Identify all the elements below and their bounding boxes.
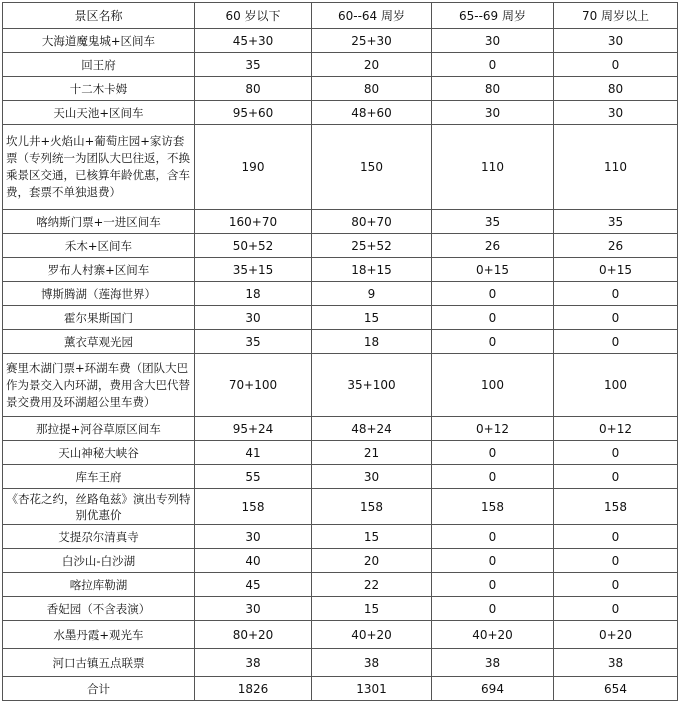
price-under-60-cell: 35 — [195, 53, 312, 77]
price-60-64-cell: 18 — [312, 330, 432, 354]
table-row — [3, 282, 678, 306]
header-60-64: 60--64 周岁 — [312, 3, 432, 29]
price-over-70-cell: 30 — [554, 29, 678, 53]
price-over-70-cell: 654 — [554, 677, 678, 701]
scenic-name-cell: 艾提尕尔清真寺 — [3, 525, 195, 549]
price-60-64-cell: 30 — [312, 465, 432, 489]
table-row — [3, 29, 678, 53]
price-65-69-cell: 0 — [432, 573, 554, 597]
price-under-60-cell: 95+24 — [195, 417, 312, 441]
price-under-60-cell: 38 — [195, 649, 312, 677]
table-row — [3, 53, 678, 77]
price-over-70-cell: 0 — [554, 441, 678, 465]
price-60-64-cell: 15 — [312, 597, 432, 621]
scenic-name-cell: 禾木+区间车 — [3, 234, 195, 258]
scenic-name-cell: 坎儿井+火焰山+葡萄庄园+家访套票（专列统一为团队大巴往返，不换乘景区交通，已核算年龄优惠，含车费，套票不单独退费） — [3, 125, 195, 210]
scenic-name-cell: 喀拉库勒湖 — [3, 573, 195, 597]
price-under-60-cell: 41 — [195, 441, 312, 465]
price-60-64-cell: 9 — [312, 282, 432, 306]
scenic-name-cell: 回王府 — [3, 53, 195, 77]
price-over-70-cell: 110 — [554, 125, 678, 210]
price-over-70-cell: 0 — [554, 573, 678, 597]
price-over-70-cell: 38 — [554, 649, 678, 677]
price-65-69-cell: 694 — [432, 677, 554, 701]
table-row — [3, 621, 678, 649]
table-row — [3, 234, 678, 258]
price-over-70-cell: 0 — [554, 306, 678, 330]
price-under-60-cell: 40 — [195, 549, 312, 573]
scenic-name-cell: 喀纳斯门票+一进区间车 — [3, 210, 195, 234]
price-under-60-cell: 190 — [195, 125, 312, 210]
scenic-name-cell: 合计 — [3, 677, 195, 701]
scenic-name-cell: 库车王府 — [3, 465, 195, 489]
price-60-64-cell: 18+15 — [312, 258, 432, 282]
price-under-60-cell: 30 — [195, 525, 312, 549]
price-over-70-cell: 158 — [554, 489, 678, 525]
price-over-70-cell: 0 — [554, 525, 678, 549]
price-60-64-cell: 1301 — [312, 677, 432, 701]
table-row — [3, 354, 678, 417]
price-65-69-cell: 0+12 — [432, 417, 554, 441]
scenic-name-cell: 薰衣草观光园 — [3, 330, 195, 354]
price-over-70-cell: 0 — [554, 53, 678, 77]
price-over-70-cell: 0+20 — [554, 621, 678, 649]
table-row — [3, 441, 678, 465]
price-65-69-cell: 30 — [432, 29, 554, 53]
table-row — [3, 210, 678, 234]
price-under-60-cell: 70+100 — [195, 354, 312, 417]
scenic-name-cell: 香妃园（不含表演） — [3, 597, 195, 621]
price-under-60-cell: 160+70 — [195, 210, 312, 234]
price-under-60-cell: 30 — [195, 306, 312, 330]
price-over-70-cell: 0+12 — [554, 417, 678, 441]
total-row — [3, 677, 678, 701]
table-row — [3, 330, 678, 354]
scenic-name-cell: 天山天池+区间车 — [3, 101, 195, 125]
table-row — [3, 306, 678, 330]
scenic-name-cell: 大海道魔鬼城+区间车 — [3, 29, 195, 53]
price-65-69-cell: 0 — [432, 465, 554, 489]
scenic-name-cell: 博斯腾湖（莲海世界） — [3, 282, 195, 306]
table-row — [3, 649, 678, 677]
header-scenic-name: 景区名称 — [3, 3, 195, 29]
scenic-name-cell: 霍尔果斯国门 — [3, 306, 195, 330]
scenic-name-cell: 《杏花之约，丝路龟兹》演出专列特别优惠价 — [3, 489, 195, 525]
price-65-69-cell: 0 — [432, 306, 554, 330]
price-60-64-cell: 38 — [312, 649, 432, 677]
scenic-name-cell: 水墨丹霞+观光车 — [3, 621, 195, 649]
price-over-70-cell: 30 — [554, 101, 678, 125]
price-under-60-cell: 35 — [195, 330, 312, 354]
price-60-64-cell: 40+20 — [312, 621, 432, 649]
price-under-60-cell: 50+52 — [195, 234, 312, 258]
price-65-69-cell: 0 — [432, 53, 554, 77]
price-65-69-cell: 0 — [432, 597, 554, 621]
price-over-70-cell: 0 — [554, 549, 678, 573]
price-under-60-cell: 45+30 — [195, 29, 312, 53]
price-60-64-cell: 15 — [312, 306, 432, 330]
price-over-70-cell: 80 — [554, 77, 678, 101]
table-row — [3, 489, 678, 525]
price-over-70-cell: 35 — [554, 210, 678, 234]
header-65-69: 65--69 周岁 — [432, 3, 554, 29]
price-over-70-cell: 100 — [554, 354, 678, 417]
header-under-60: 60 岁以下 — [195, 3, 312, 29]
table-row — [3, 549, 678, 573]
scenic-name-cell: 白沙山-白沙湖 — [3, 549, 195, 573]
price-60-64-cell: 20 — [312, 549, 432, 573]
price-65-69-cell: 0+15 — [432, 258, 554, 282]
price-60-64-cell: 150 — [312, 125, 432, 210]
table-body — [3, 29, 678, 701]
scenic-name-cell: 河口古镇五点联票 — [3, 649, 195, 677]
price-60-64-cell: 15 — [312, 525, 432, 549]
price-65-69-cell: 26 — [432, 234, 554, 258]
price-65-69-cell: 38 — [432, 649, 554, 677]
table-row — [3, 465, 678, 489]
price-60-64-cell: 22 — [312, 573, 432, 597]
scenic-name-cell: 罗布人村寨+区间车 — [3, 258, 195, 282]
price-65-69-cell: 100 — [432, 354, 554, 417]
price-65-69-cell: 158 — [432, 489, 554, 525]
price-over-70-cell: 0 — [554, 330, 678, 354]
price-60-64-cell: 25+52 — [312, 234, 432, 258]
price-65-69-cell: 30 — [432, 101, 554, 125]
price-60-64-cell: 20 — [312, 53, 432, 77]
price-under-60-cell: 80+20 — [195, 621, 312, 649]
table-row — [3, 258, 678, 282]
price-65-69-cell: 40+20 — [432, 621, 554, 649]
price-65-69-cell: 0 — [432, 330, 554, 354]
price-under-60-cell: 30 — [195, 597, 312, 621]
price-under-60-cell: 45 — [195, 573, 312, 597]
price-under-60-cell: 158 — [195, 489, 312, 525]
price-60-64-cell: 48+60 — [312, 101, 432, 125]
scenic-name-cell: 十二木卡姆 — [3, 77, 195, 101]
scenic-name-cell: 那拉提+河谷草原区间车 — [3, 417, 195, 441]
price-65-69-cell: 0 — [432, 549, 554, 573]
price-60-64-cell: 21 — [312, 441, 432, 465]
price-over-70-cell: 0 — [554, 282, 678, 306]
scenic-name-cell: 天山神秘大峡谷 — [3, 441, 195, 465]
price-60-64-cell: 80 — [312, 77, 432, 101]
price-65-69-cell: 0 — [432, 282, 554, 306]
price-65-69-cell: 0 — [432, 525, 554, 549]
price-65-69-cell: 110 — [432, 125, 554, 210]
table-row — [3, 597, 678, 621]
table-row — [3, 101, 678, 125]
price-60-64-cell: 158 — [312, 489, 432, 525]
table-row — [3, 525, 678, 549]
price-60-64-cell: 25+30 — [312, 29, 432, 53]
price-under-60-cell: 18 — [195, 282, 312, 306]
table-row — [3, 125, 678, 210]
ticket-price-table — [2, 2, 678, 701]
scenic-name-cell: 赛里木湖门票+环湖车费（团队大巴作为景交入内环湖，费用含大巴代替景交费用及环湖超公里车费） — [3, 354, 195, 417]
price-over-70-cell: 0 — [554, 465, 678, 489]
price-65-69-cell: 80 — [432, 77, 554, 101]
price-over-70-cell: 26 — [554, 234, 678, 258]
price-over-70-cell: 0+15 — [554, 258, 678, 282]
price-under-60-cell: 55 — [195, 465, 312, 489]
table-row — [3, 417, 678, 441]
header-row — [3, 3, 678, 29]
header-over-70: 70 周岁以上 — [554, 3, 678, 29]
price-under-60-cell: 1826 — [195, 677, 312, 701]
price-under-60-cell: 80 — [195, 77, 312, 101]
table-row — [3, 77, 678, 101]
price-60-64-cell: 80+70 — [312, 210, 432, 234]
price-under-60-cell: 95+60 — [195, 101, 312, 125]
price-60-64-cell: 35+100 — [312, 354, 432, 417]
price-65-69-cell: 35 — [432, 210, 554, 234]
price-over-70-cell: 0 — [554, 597, 678, 621]
table-row — [3, 573, 678, 597]
price-under-60-cell: 35+15 — [195, 258, 312, 282]
price-65-69-cell: 0 — [432, 441, 554, 465]
price-60-64-cell: 48+24 — [312, 417, 432, 441]
